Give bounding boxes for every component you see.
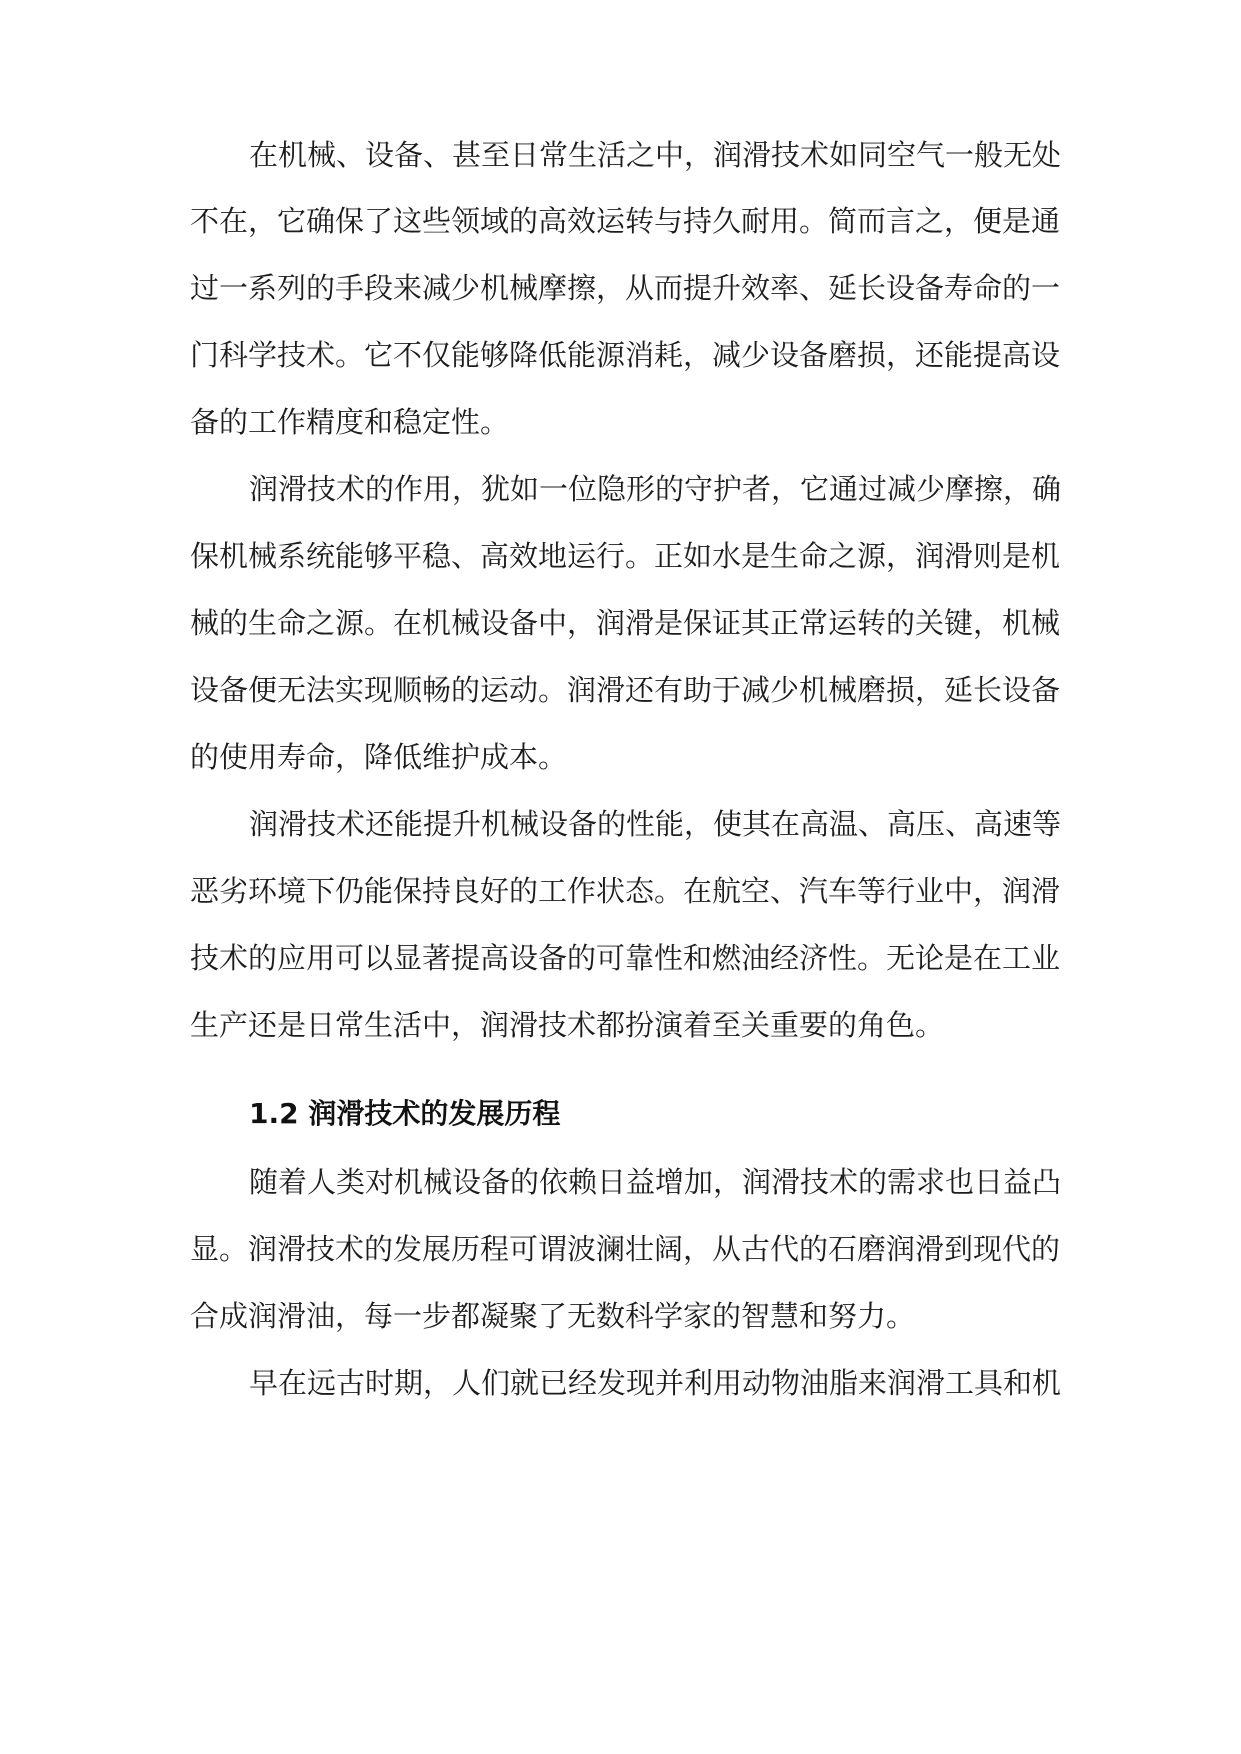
paragraph-4-line-1: 随着人类对机械设备的依赖日益增加，润滑技术的需求也日益凸 (249, 1165, 1062, 1199)
paragraph-3-line-1: 润滑技术还能提升机械设备的性能，使其在高温、高压、高速等 (249, 807, 1062, 841)
paragraph-1-line-4: 门科学技术。它不仅能够降低能源消耗，减少设备磨损，还能提高设 (190, 338, 1061, 372)
paragraph-1-line-1: 在机械、设备、甚至日常生活之中，润滑技术如同空气一般无处 (249, 138, 1062, 172)
paragraph-3-line-4: 生产还是日常生活中，润滑技术都扮演着至关重要的角色。 (190, 1008, 945, 1042)
paragraph-4-line-3: 合成润滑油，每一步都凝聚了无数科学家的智慧和努力。 (190, 1299, 916, 1333)
paragraph-2-line-3: 械的生命之源。在机械设备中，润滑是保证其正常运转的关键，机械 (190, 606, 1061, 640)
paragraph-2-line-4: 设备便无法实现顺畅的运动。润滑还有助于减少机械磨损，延长设备 (190, 673, 1061, 707)
paragraph-1-line-2: 不在，它确保了这些领域的高效运转与持久耐用。简而言之，便是通 (190, 204, 1061, 238)
paragraph-2-line-1: 润滑技术的作用，犹如一位隐形的守护者，它通过减少摩擦，确 (249, 472, 1062, 506)
paragraph-3-line-3: 技术的应用可以显著提高设备的可靠性和燃油经济性。无论是在工业 (190, 941, 1061, 975)
paragraph-4-line-2: 显。润滑技术的发展历程可谓波澜壮阔，从古代的石磨润滑到现代的 (190, 1232, 1061, 1266)
paragraph-1-line-5: 备的工作精度和稳定性。 (190, 405, 510, 439)
paragraph-5-line-1: 早在远古时期，人们就已经发现并利用动物油脂来润滑工具和机 (249, 1366, 1062, 1400)
paragraph-3-line-2: 恶劣环境下仍能保持良好的工作状态。在航空、汽车等行业中，润滑 (190, 874, 1061, 908)
paragraph-2-line-5: 的使用寿命，降低维护成本。 (190, 740, 568, 774)
paragraph-1-line-3: 过一系列的手段来减少机械摩擦，从而提升效率、延长设备寿命的一 (190, 271, 1061, 305)
paragraph-2-line-2: 保机械系统能够平稳、高效地运行。正如水是生命之源，润滑则是机 (190, 539, 1061, 573)
section-heading: 1.2 润滑技术的发展历程 (249, 1097, 561, 1130)
